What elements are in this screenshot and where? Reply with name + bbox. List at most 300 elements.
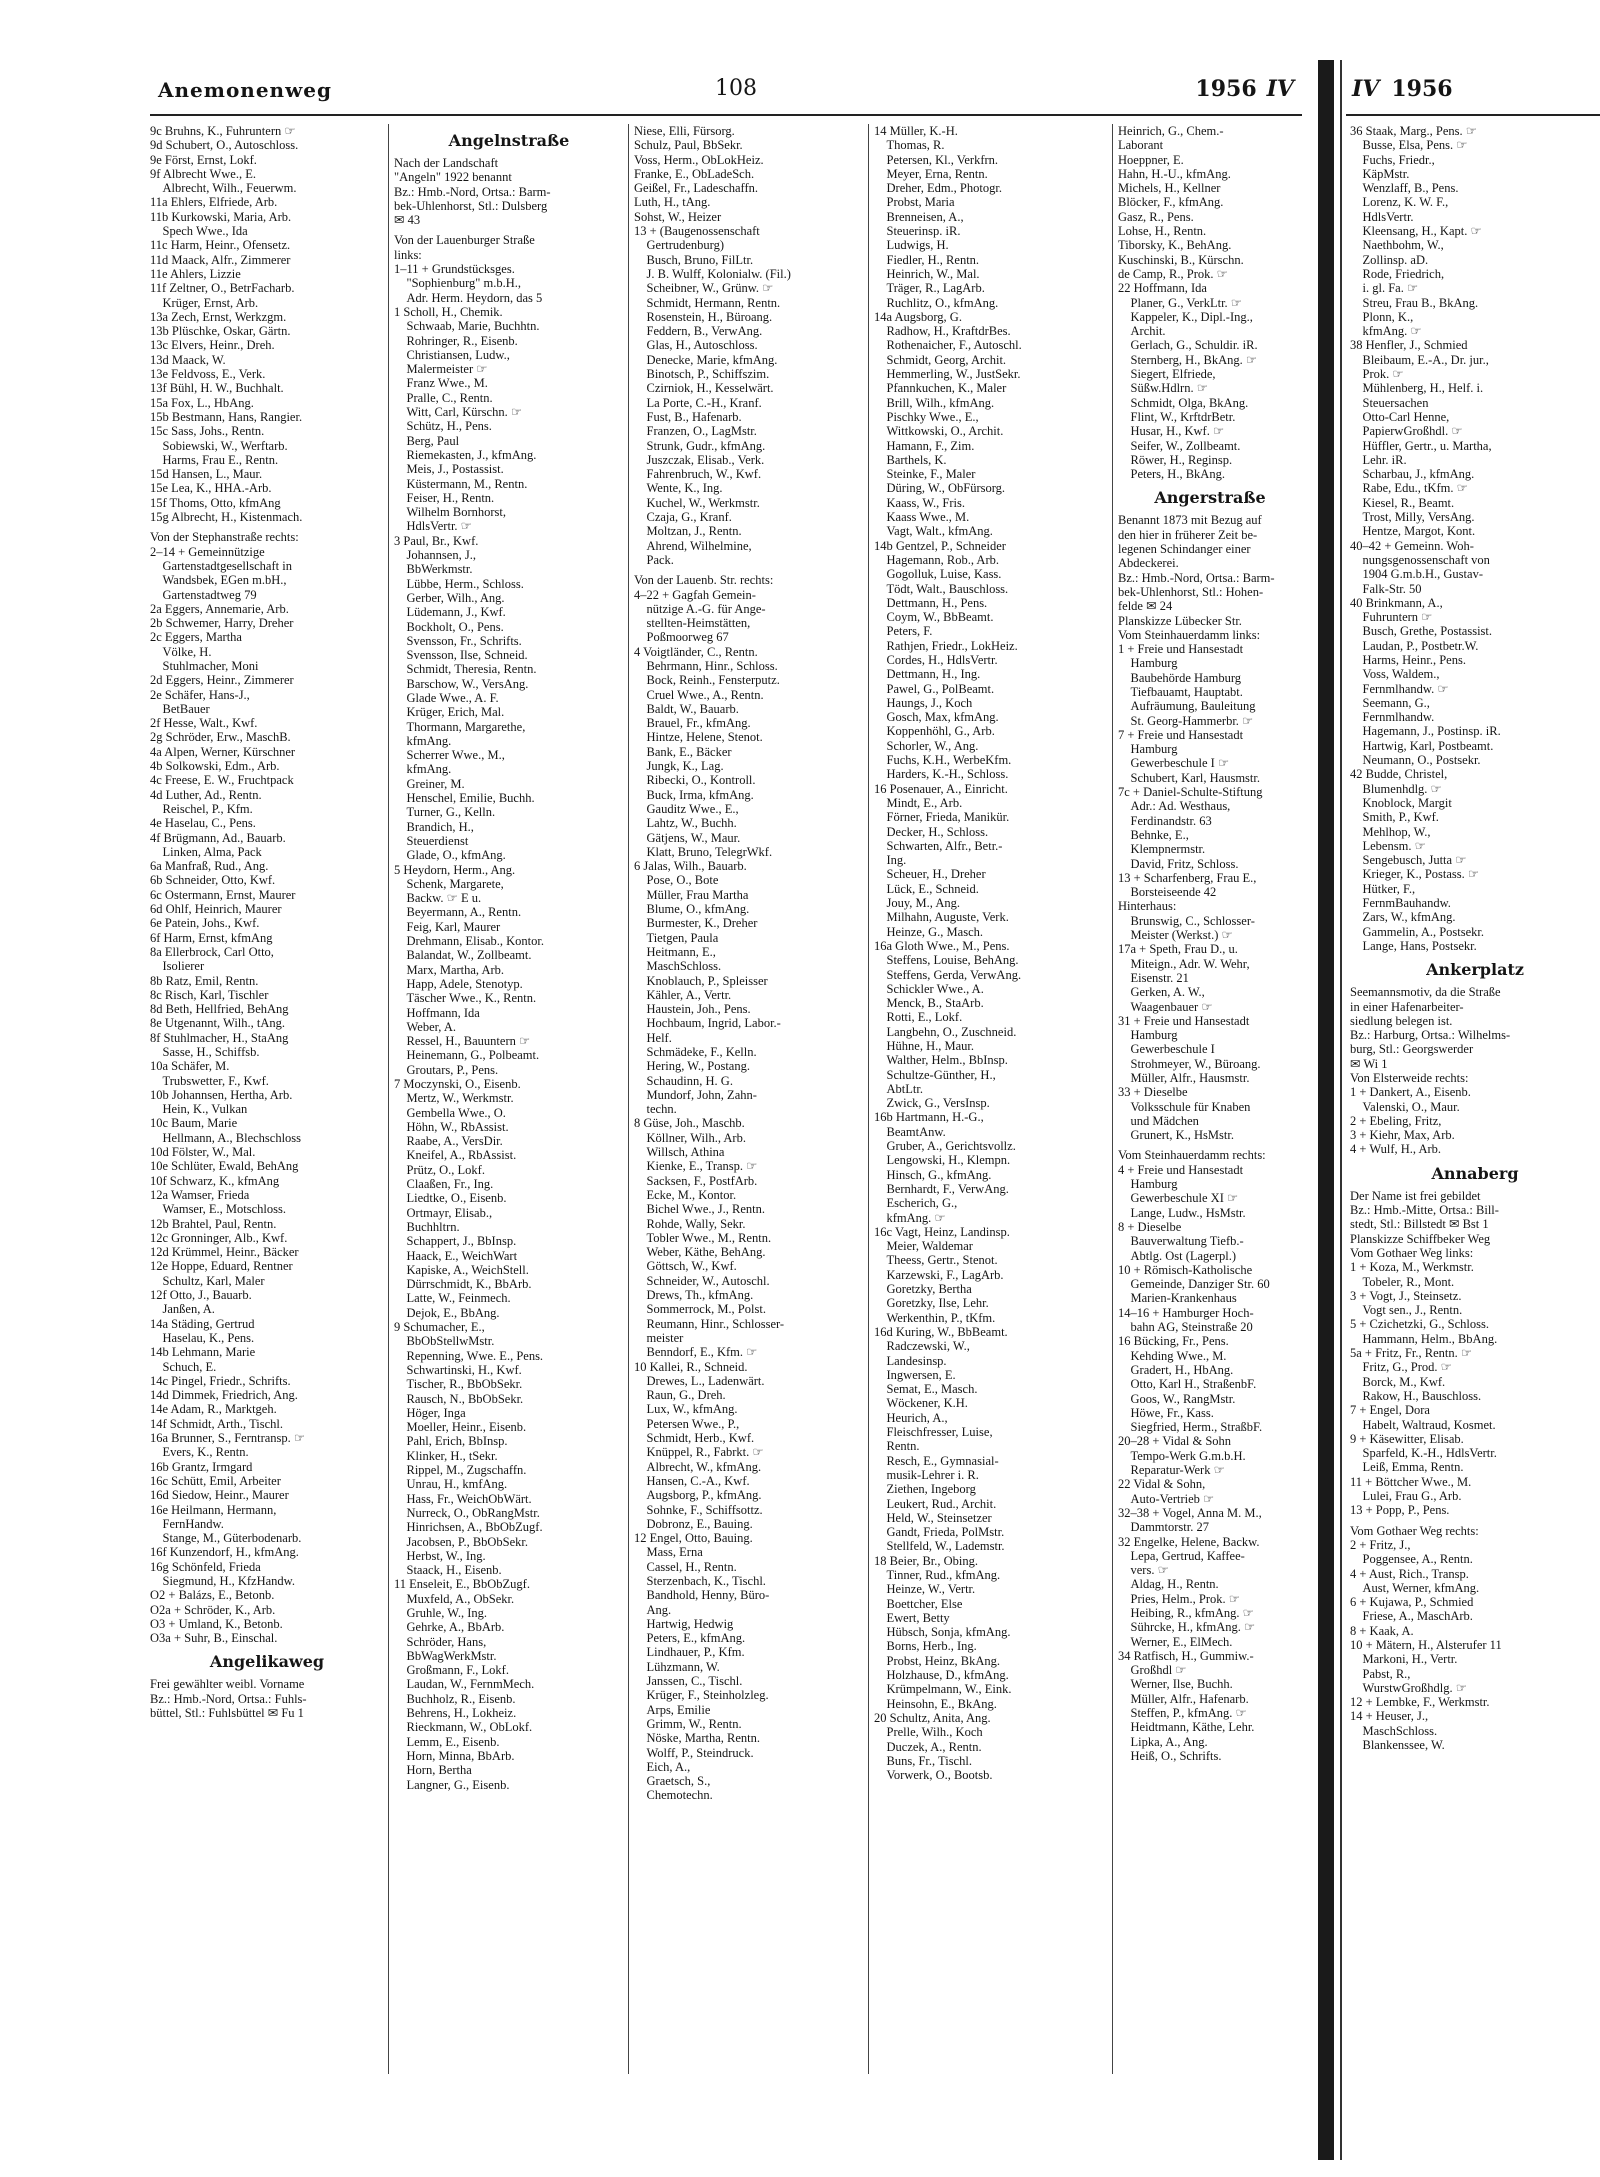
directory-entry: Peters, F.: [874, 624, 933, 639]
directory-entry: Plonn, K.,: [1350, 309, 1414, 324]
directory-entry: Sparfeld, K.-H., HdlsVertr.: [1350, 1446, 1497, 1461]
directory-entry: Voss, Waldem.,: [1350, 667, 1440, 682]
directory-entry: Bandhold, Henny, Büro-: [634, 1588, 770, 1603]
directory-entry: Glas, H., Autoschloss.: [634, 338, 758, 353]
directory-entry: Goretzky, Bertha: [874, 1282, 972, 1297]
directory-entry: Karzewski, F., LagArb.: [874, 1267, 1004, 1282]
directory-entry: Reparatur-Werk ☞: [1118, 1463, 1225, 1478]
directory-entry: Chemotechn.: [634, 1788, 713, 1803]
entries-col1: [150, 124, 384, 1645]
directory-entry: Steuersachen: [1350, 395, 1429, 410]
directory-entry: Rakow, H., Bauschloss.: [1350, 1388, 1482, 1403]
directory-entry: BetBauer: [150, 701, 210, 716]
directory-entry: Vom Gothaer Weg links:: [1350, 1245, 1474, 1260]
directory-entry: Großhdl ☞: [1118, 1663, 1187, 1678]
directory-entry: Hahn, H.-U., kfmAng.: [1118, 166, 1231, 181]
directory-entry: Czirniok, H., Kesselwärt.: [634, 381, 774, 396]
directory-entry: David, Fritz, Schloss.: [1118, 856, 1239, 871]
directory-entry: Hellmann, A., Blechschloss: [150, 1130, 302, 1145]
directory-entry: Luth, H., tAng.: [634, 195, 711, 210]
directory-entry: Schneider, W., Autoschl.: [634, 1273, 770, 1288]
directory-entry: Tischer, R., BbObSekr.: [394, 1377, 523, 1392]
year-label: 1956: [1195, 76, 1257, 102]
directory-entry: Tinner, Rud., kfmAng.: [874, 1567, 1001, 1582]
directory-entry: Eich, A.,: [634, 1759, 691, 1774]
directory-entry: 20–28 + Vidal & Sohn: [1118, 1434, 1232, 1449]
directory-entry: Stellfeld, W., Lademstr.: [874, 1539, 1005, 1554]
directory-entry: Bz.: Hmb.-Nord, Ortsa.: Barm-: [1118, 570, 1275, 585]
directory-entry: Rieckmann, W., ObLokf.: [394, 1720, 533, 1735]
directory-entry: kfmAng.: [394, 733, 452, 748]
directory-entry: Neumann, O., Postsekr.: [1350, 753, 1481, 768]
directory-entry: 4a Alpen, Werner, Kürschner: [150, 744, 296, 759]
directory-entry: 38 Henfler, J., Schmied: [1350, 338, 1468, 353]
directory-entry: 11c Harm, Heinr., Ofensetz.: [150, 238, 291, 253]
directory-entry: Hagemann, J., Postinsp. iR.: [1350, 724, 1501, 739]
directory-entry: Meister (Werkst.) ☞: [1118, 928, 1233, 943]
directory-entry: BbWagWerkMstr.: [394, 1648, 497, 1663]
directory-entry: ✉ Wi 1: [1350, 1056, 1388, 1071]
directory-entry: J. B. Wulff, Kolonialw. (Fil.): [634, 266, 791, 281]
directory-entry: Klatt, Bruno, TelegrWkf.: [634, 844, 773, 859]
directory-entry: Schröder, Hans,: [394, 1634, 487, 1649]
directory-entry: Gosch, Max, kfmAng.: [874, 710, 999, 725]
directory-entry: Höwe, Fr., Kass.: [1118, 1405, 1214, 1420]
directory-entry: Seemann, G.,: [1350, 695, 1430, 710]
directory-entry: Horn, Minna, BbArb.: [394, 1748, 515, 1763]
directory-entry: Fernmlhandw.: [1350, 710, 1435, 725]
directory-entry: Kappeler, K., Dipl.-Ing.,: [1118, 309, 1253, 324]
directory-entry: Barthels, K.: [874, 452, 947, 467]
directory-entry: bek-Uhlenhorst, Stl.: Hohen-: [1118, 584, 1264, 599]
directory-entry: Radczewski, W.,: [874, 1339, 970, 1354]
directory-entry: Lühzmann, W.: [634, 1659, 720, 1674]
directory-entry: Seifer, W., Zollbeamt.: [1118, 438, 1241, 453]
directory-entry: FernmBauhandw.: [1350, 896, 1451, 911]
directory-entry: Gembella Wwe., O.: [394, 1105, 506, 1120]
directory-entry: Adr.: Ad. Westhaus,: [1118, 799, 1231, 814]
directory-entry: 4–22 + Gagfah Gemein-: [634, 587, 756, 602]
directory-entry: Schwartinski, H., Kwf.: [394, 1362, 522, 1377]
directory-entry: Rausch, N., BbObSekr.: [394, 1391, 524, 1406]
directory-entry: O2a + Schröder, K., Arb.: [150, 1602, 276, 1617]
directory-entry: 13b Plüschke, Oskar, Gärtn.: [150, 324, 291, 339]
directory-entry: 11b Kurkowski, Maria, Arb.: [150, 209, 292, 224]
book-gutter: [1318, 60, 1334, 2160]
directory-entry: Dettmann, H., Pens.: [874, 595, 988, 610]
directory-entry: Busse, Elsa, Pens. ☞: [1350, 138, 1468, 153]
directory-entry: St. Georg-Hammerbr. ☞: [1118, 713, 1254, 728]
directory-entry: Brandich, H.,: [394, 819, 474, 834]
directory-entry: Aldag, H., Rentn.: [1118, 1577, 1219, 1592]
directory-entry: 11 Enseleit, E., BbObZugf.: [394, 1577, 530, 1592]
directory-entry: 40 Brinkmann, A.,: [1350, 595, 1443, 610]
directory-entry: techn.: [634, 1102, 677, 1117]
directory-entry: Held, W., Steinsetzer: [874, 1510, 992, 1525]
directory-entry: Kienke, E., Transp. ☞: [634, 1159, 758, 1174]
directory-entry: Probst, Maria: [874, 195, 955, 210]
directory-entry: stedt, Stl.: Billstedt ✉ Bst 1: [1350, 1217, 1489, 1232]
directory-entry: Siegmund, H., KfzHandw.: [150, 1573, 296, 1588]
directory-entry: Hartwig, Karl, Postbeamt.: [1350, 738, 1494, 753]
directory-entry: kfmAng.: [394, 762, 452, 777]
directory-entry: Svensson, Fr., Schrifts.: [394, 633, 522, 648]
header-rule: [150, 114, 1302, 116]
directory-entry: Planskizze Lübecker Str.: [1118, 613, 1242, 628]
directory-entry: Mühlenberg, H., Helf. i.: [1350, 381, 1484, 396]
directory-entry: bek-Uhlenhorst, Stl.: Dulsberg: [394, 198, 548, 213]
directory-entry: Dammtorstr. 27: [1118, 1520, 1209, 1535]
directory-entry: Beyermann, A., Rentn.: [394, 905, 522, 920]
directory-entry: Cassel, H., Rentn.: [634, 1559, 737, 1574]
directory-entry: Vom Steinhauerdamm rechts:: [1118, 1148, 1266, 1163]
directory-entry: 9d Schubert, O., Autoschloss.: [150, 138, 299, 153]
directory-entry: 7 + Engel, Dora: [1350, 1403, 1430, 1418]
directory-entry: vers. ☞: [1118, 1563, 1169, 1578]
directory-entry: Gauditz Wwe., E.,: [634, 801, 739, 816]
directory-entry: 12e Hoppe, Eduard, Rentner: [150, 1259, 293, 1274]
directory-entry: MaschSchloss.: [634, 959, 722, 974]
directory-entry: Hoffmann, Ida: [394, 1005, 480, 1020]
directory-entry: Hamburg: [1118, 1177, 1178, 1192]
directory-entry: Heinze, G., Masch.: [874, 924, 983, 939]
directory-entry: Der Name ist frei gebildet: [1350, 1188, 1481, 1203]
directory-entry: Pawel, G., PolBeamt.: [874, 681, 995, 696]
directory-entry: Bz.: Hmb.-Mitte, Ortsa.: Bill-: [1350, 1203, 1499, 1218]
directory-entry: 3 + Kiehr, Max, Arb.: [1350, 1128, 1455, 1143]
entries-col5: [1118, 124, 1302, 481]
directory-entry: Marx, Martha, Arb.: [394, 962, 505, 977]
directory-entry: Kneifel, A., RbAssist.: [394, 1148, 517, 1163]
directory-entry: Poggensee, A., Rentn.: [1350, 1552, 1473, 1567]
directory-entry: Lulei, Frau G., Arb.: [1350, 1489, 1462, 1504]
gutter-edge: [1340, 60, 1342, 2160]
directory-entry: Helf.: [634, 1030, 672, 1045]
directory-entry: Vagt, Walt., kfmAng.: [874, 524, 993, 539]
directory-entry: Leukert, Rud., Archit.: [874, 1496, 997, 1511]
directory-entry: Koppenhöhl, G., Arb.: [874, 724, 995, 739]
directory-entry: 14e Adam, R., Marktgeh.: [150, 1402, 277, 1417]
directory-entry: HdlsVertr.: [1350, 209, 1414, 224]
directory-entry: Gartenstadtgesellschaft in: [150, 558, 292, 573]
directory-entry: Schultze-Günther, H.,: [874, 1067, 996, 1082]
directory-entry: 16b Hartmann, H.-G.,: [874, 1110, 984, 1125]
directory-entry: Ewert, Betty: [874, 1610, 950, 1625]
directory-entry: musik-Lehrer i. R.: [874, 1467, 979, 1482]
directory-entry: Mundorf, John, Zahn-: [634, 1087, 757, 1102]
directory-entry: Pischky Wwe., E.,: [874, 409, 979, 424]
directory-entry: 4b Solkowski, Edm., Arb.: [150, 759, 280, 774]
directory-entry: Kähler, A., Vertr.: [634, 987, 732, 1002]
directory-entry: Rosenstein, H., Büroang.: [634, 309, 773, 324]
directory-entry: Barschow, W., VersAng.: [394, 676, 529, 691]
directory-entry: 16a Brunner, S., Ferntransp. ☞: [150, 1431, 306, 1446]
directory-entry: Hochbaum, Ingrid, Labor.-: [634, 1016, 781, 1031]
directory-entry: Haungs, J., Koch: [874, 695, 973, 710]
directory-entry: Pries, Helm., Prok. ☞: [1118, 1591, 1240, 1606]
directory-entry: Falk-Str. 50: [1350, 581, 1422, 596]
directory-entry: Täscher Wwe., K., Rentn.: [394, 991, 537, 1006]
directory-entry: Nurreck, O., ObRangMstr.: [394, 1505, 540, 1520]
directory-entry: Schmidt, Olga, BkAng.: [1118, 395, 1249, 410]
directory-entry: Nach der Landschaft: [394, 156, 499, 170]
directory-entry: 3 Paul, Br., Kwf.: [394, 533, 479, 548]
directory-entry: 6e Patein, Johs., Kwf.: [150, 916, 260, 931]
directory-entry: Janssen, C., Tischl.: [634, 1674, 743, 1689]
directory-entry: "Angeln" 1922 benannt: [394, 170, 512, 185]
directory-entry: Lübbe, Herm., Schloss.: [394, 576, 524, 591]
directory-entry: 8e Utgenannt, Wilh., tAng.: [150, 1016, 286, 1031]
directory-entry: 11d Maack, Alfr., Zimmerer: [150, 252, 291, 267]
directory-entry: 36 Staak, Marg., Pens. ☞: [1350, 124, 1477, 138]
right-year-label: 1956: [1391, 76, 1453, 102]
directory-entry: Mertz, W., Werkmstr.: [394, 1091, 514, 1106]
directory-entry: Krieger, K., Postass. ☞: [1350, 867, 1480, 882]
directory-entry: Mindt, E., Arb.: [874, 795, 963, 810]
directory-entry: 8f Stuhlmacher, H., StaAng: [150, 1030, 289, 1045]
directory-entry: Schulz, Paul, BbSekr.: [634, 138, 743, 153]
directory-entry: Nöske, Martha, Rentn.: [634, 1731, 761, 1746]
directory-entry: Raabe, A., VersDir.: [394, 1134, 503, 1149]
street-heading-angelnstrasse: Angelnstraße: [448, 131, 570, 150]
directory-entry: Sommerrock, M., Polst.: [634, 1302, 766, 1317]
directory-entry: nützige A.-G. für Ange-: [634, 601, 766, 616]
directory-entry: 14f Schmidt, Arth., Tischl.: [150, 1416, 284, 1431]
directory-entry: Vorwerk, O., Bootsb.: [874, 1768, 993, 1783]
directory-entry: Knoblock, Margit: [1350, 795, 1452, 810]
directory-entry: Rotti, E., Lokf.: [874, 1010, 963, 1025]
directory-entry: 16a Gloth Wwe., M., Pens.: [874, 938, 1010, 953]
directory-entry: PapierwGroßhdl. ☞: [1350, 424, 1463, 439]
directory-entry: Bz.: Hmb.-Nord, Ortsa.: Fuhls-: [150, 1691, 307, 1706]
directory-entry: Langbehn, O., Zuschneid.: [874, 1024, 1017, 1039]
directory-entry: Horn, Bertha: [394, 1763, 472, 1778]
directory-entry: 10c Baum, Marie: [150, 1116, 238, 1131]
directory-entry: MaschSchloss.: [1350, 1723, 1438, 1738]
directory-entry: den hier in früherer Zeit be-: [1118, 527, 1258, 542]
directory-entry: Vom Steinhauerdamm links:: [1118, 627, 1261, 642]
directory-entry: 14–16 + Hamburger Hoch-: [1118, 1305, 1254, 1320]
directory-entry: Thormann, Margarethe,: [394, 719, 526, 734]
directory-entry: Schuch, E.: [150, 1359, 217, 1374]
directory-entry: Süßw.Hdlrn. ☞: [1118, 381, 1208, 396]
right-header-rule: [1346, 114, 1600, 116]
directory-entry: Zwick, G., VersInsp.: [874, 1096, 990, 1111]
directory-entry: Gehrke, A., BbArb.: [394, 1620, 505, 1635]
directory-entry: Abdeckerei.: [1118, 556, 1179, 571]
directory-entry: Dreher, Edm., Photogr.: [874, 181, 1002, 196]
directory-entry: Müller, Frau Martha: [634, 887, 749, 902]
directory-entry: Gewerbeschule XI ☞: [1118, 1191, 1239, 1206]
directory-entry: Goos, W., RangMstr.: [1118, 1391, 1236, 1406]
directory-entry: Kiesel, R., Beamt.: [1350, 495, 1455, 510]
directory-entry: ✉ 43: [394, 213, 421, 228]
directory-entry: Svensson, Ilse, Schneid.: [394, 648, 528, 663]
directory-entry: Scheuer, H., Dreher: [874, 867, 986, 882]
directory-entry: Wöckener, K.H.: [874, 1396, 968, 1411]
entries-col3: [634, 124, 864, 1803]
directory-entry: Ferdinandstr. 63: [1118, 813, 1212, 828]
directory-entry: Köllner, Wilh., Arb.: [634, 1130, 746, 1145]
directory-entry: Bz.: Hmb.-Nord, Ortsa.: Barm-: [394, 184, 551, 199]
directory-entry: Markoni, H., Vertr.: [1350, 1652, 1458, 1667]
directory-entry: Gradert, H., HbAng.: [1118, 1362, 1234, 1377]
directory-entry: Busch, Grethe, Postassist.: [1350, 624, 1493, 639]
directory-entry: Weber, Käthe, BehAng.: [634, 1245, 766, 1260]
directory-entry: Rippel, M., Zugschaffn.: [394, 1463, 527, 1478]
directory-entry: 1 + Dankert, A., Eisenb.: [1350, 1085, 1471, 1100]
directory-entry: 6a Manfraß, Rud., Ang.: [150, 859, 269, 874]
directory-entry: Fritz, G., Prod. ☞: [1350, 1360, 1452, 1375]
directory-entry: 10e Schlüter, Ewald, BehAng: [150, 1159, 299, 1174]
directory-entry: Hüffler, Gertr., u. Martha,: [1350, 438, 1492, 453]
directory-entry: Bz.: Harburg, Ortsa.: Wilhelms-: [1350, 1028, 1511, 1043]
directory-entry: Fuchs, Friedr.,: [1350, 152, 1435, 167]
directory-entry: bahn AG, Steinstraße 20: [1118, 1320, 1253, 1335]
directory-entry: Gammelin, A., Postsekr.: [1350, 924, 1485, 939]
directory-entry: Happ, Adele, Stenotyp.: [394, 976, 523, 991]
directory-entry: Vogt sen., J., Rentn.: [1350, 1303, 1463, 1318]
directory-entry: Reischel, P., Kfm.: [150, 801, 253, 816]
directory-entry: in einer Hafenarbeiter-: [1350, 999, 1464, 1014]
directory-entry: 14d Dimmek, Friedrich, Ang.: [150, 1388, 298, 1403]
directory-entry: Sasse, H., Schiffsb.: [150, 1045, 260, 1059]
directory-entry: Werner, Ilse, Buchh.: [1118, 1677, 1233, 1692]
directory-entry: 9f Albrecht Wwe., E.: [150, 166, 256, 181]
directory-entry: Pose, O., Bote: [634, 873, 719, 888]
directory-entry: 2e Schäfer, Hans-J.,: [150, 687, 250, 702]
directory-entry: Rabe, Edu., tKfm. ☞: [1350, 481, 1468, 496]
directory-entry: Frei gewählter weibl. Vorname: [150, 1677, 305, 1692]
directory-entry: Landesinsp.: [874, 1353, 947, 1368]
directory-entry: Glade, O., kfmAng.: [394, 848, 506, 863]
directory-entry: Bock, Reinh., Fensterputz.: [634, 673, 780, 688]
directory-entry: Hagemann, Rob., Arb.: [874, 552, 999, 567]
directory-entry: Lüdemann, J., Kwf.: [394, 605, 506, 620]
directory-entry: 2 + Ebeling, Fritz,: [1350, 1113, 1442, 1128]
directory-entry: 14a Augsborg, G.: [874, 309, 962, 324]
directory-entry: Schaudinn, H. G.: [634, 1073, 733, 1088]
directory-entry: 42 Budde, Christel,: [1350, 767, 1448, 782]
directory-entry: La Porte, C.-H., Kranf.: [634, 395, 762, 410]
directory-entry: 12b Brahtel, Paul, Rentn.: [150, 1216, 277, 1231]
directory-entry: Petersen Wwe., P.,: [634, 1416, 740, 1431]
directory-entry: Schmidt, Hermann, Rentn.: [634, 295, 781, 310]
directory-entry: Sührcke, H., kfmAng. ☞: [1118, 1620, 1256, 1635]
running-head-street: Anemonenweg: [158, 78, 333, 102]
directory-entry: Sohst, W., Heizer: [634, 209, 722, 224]
directory-entry: 4d Luther, Ad., Rentn.: [150, 787, 262, 802]
right-part-label: IV: [1352, 76, 1380, 102]
entries-col2: [394, 156, 624, 1792]
directory-entry: 17a + Speth, Frau D., u.: [1118, 942, 1238, 957]
directory-entry: Behrens, H., Lokheiz.: [394, 1706, 517, 1721]
directory-entry: Hamann, F., Zim.: [874, 438, 975, 453]
directory-entry: 34 Ratfisch, H., Gummiw.-: [1118, 1648, 1254, 1663]
directory-entry: Feiser, H., Rentn.: [394, 490, 495, 505]
directory-entry: Strohmeyer, W., Büroang.: [1118, 1056, 1261, 1071]
directory-entry: Peters, H., BkAng.: [1118, 467, 1225, 482]
directory-entry: 7 Moczynski, O., Eisenb.: [394, 1077, 521, 1091]
directory-entry: Rentn.: [874, 1439, 920, 1454]
directory-entry: Peters, E., kfmAng.: [634, 1631, 746, 1646]
directory-entry: Feig, Karl, Maurer: [394, 919, 501, 934]
directory-entry: Sternberg, H., BkAng. ☞: [1118, 352, 1258, 367]
directory-entry: Wolff, P., Steindruck.: [634, 1745, 754, 1760]
directory-entry: Herbst, W., Ing.: [394, 1548, 486, 1563]
directory-entry: Rohde, Wally, Sekr.: [634, 1216, 746, 1231]
directory-entry: de Camp, R., Prok. ☞: [1118, 266, 1228, 281]
directory-entry: Schultz, Karl, Maler: [150, 1273, 265, 1288]
directory-entry: Coym, W., BbBeamt.: [874, 610, 994, 625]
directory-entry: O3 + Umland, K., Betonb.: [150, 1616, 283, 1631]
directory-entry: 8c Risch, Karl, Tischler: [150, 987, 269, 1002]
directory-entry: Klempnermstr.: [1118, 842, 1206, 857]
directory-entry: Jouy, M., Ang.: [874, 896, 961, 911]
directory-entry: 13d Maack, W.: [150, 352, 226, 367]
directory-entry: Göttsch, W., Kwf.: [634, 1259, 737, 1274]
directory-entry: Rathjen, Friedr., LokHeiz.: [874, 638, 1018, 653]
directory-entry: Küstermann, M., Rentn.: [394, 476, 528, 491]
directory-entry: Feddern, B., VerwAng.: [634, 324, 763, 339]
directory-entry: Sobiewski, W., Werftarb.: [150, 438, 288, 453]
directory-entry: Heiß, O., Schrifts.: [1118, 1748, 1222, 1763]
directory-entry: Mehlhop, W.,: [1350, 824, 1431, 839]
directory-entry: 8b Ratz, Emil, Rentn.: [150, 973, 259, 988]
directory-entry: 10 Kallei, R., Schneid.: [634, 1359, 748, 1374]
directory-entry: Schmidt, Georg, Archit.: [874, 352, 1007, 367]
directory-entry: Haustein, Joh., Pens.: [634, 1002, 751, 1017]
directory-entry: Prütz, O., Lokf.: [394, 1162, 485, 1177]
directory-entry: Heibing, R., kfmAng. ☞: [1118, 1605, 1254, 1620]
directory-entry: 6 Jalas, Wilh., Bauarb.: [634, 859, 747, 874]
directory-entry: Träger, R., LagArb.: [874, 281, 985, 296]
directory-entry: Fernmlhandw. ☞: [1350, 681, 1449, 696]
directory-entry: Binotsch, P., Schiffszim.: [634, 367, 770, 382]
directory-entry: links:: [394, 247, 422, 262]
directory-entry: Arps, Emilie: [634, 1702, 711, 1717]
directory-entry: Albrecht, W., kfmAng.: [634, 1459, 762, 1474]
directory-entry: Johannsen, J.,: [394, 548, 476, 563]
directory-entry: Aust, Werner, kfmAng.: [1350, 1580, 1480, 1595]
directory-entry: 9c Bruhns, K., Fuhruntern ☞: [150, 124, 296, 138]
directory-entry: Seemannsmotiv, da die Straße: [1350, 985, 1501, 1000]
entries-right-c: [1350, 1189, 1600, 1753]
directory-entry: Willsch, Athina: [634, 1145, 725, 1160]
directory-entry: 5 + Czichetzki, G., Schloss.: [1350, 1317, 1489, 1332]
directory-entry: AbtLtr.: [874, 1081, 923, 1096]
directory-entry: Pralle, C., Rentn.: [394, 390, 493, 405]
directory-entry: Baldt, W., Bauarb.: [634, 701, 739, 716]
directory-entry: 16e Heilmann, Hermann,: [150, 1502, 277, 1517]
directory-entry: Wenzlaff, B., Pens.: [1350, 181, 1459, 196]
directory-entry: Gewerbeschule I: [1118, 1042, 1215, 1057]
directory-entry: Heurich, A.,: [874, 1410, 948, 1425]
directory-entry: Planer, G., VerkLtr. ☞: [1118, 295, 1242, 310]
directory-entry: Von der Stephanstraße rechts:: [150, 530, 299, 545]
directory-entry: Liedtke, O., Eisenb.: [394, 1191, 507, 1206]
directory-entry: 13 + Scharfenberg, Frau E.,: [1118, 870, 1257, 885]
directory-entry: Röwer, H., Reginsp.: [1118, 452, 1233, 467]
directory-entry: 6b Schneider, Otto, Kwf.: [150, 873, 276, 888]
directory-entry: 12c Gronninger, Alb., Kwf.: [150, 1230, 288, 1245]
directory-entry: Kuschinski, B., Kürschn.: [1118, 252, 1244, 267]
directory-entry: nungsgenossenschaft von: [1350, 552, 1490, 567]
directory-entry: 12a Wamser, Frieda: [150, 1187, 250, 1202]
directory-entry: Habelt, Waltraud, Kosmet.: [1350, 1417, 1496, 1432]
directory-entry: Czaja, G., Kranf.: [634, 510, 732, 525]
directory-entry: Ribecki, O., Kontroll.: [634, 773, 756, 788]
